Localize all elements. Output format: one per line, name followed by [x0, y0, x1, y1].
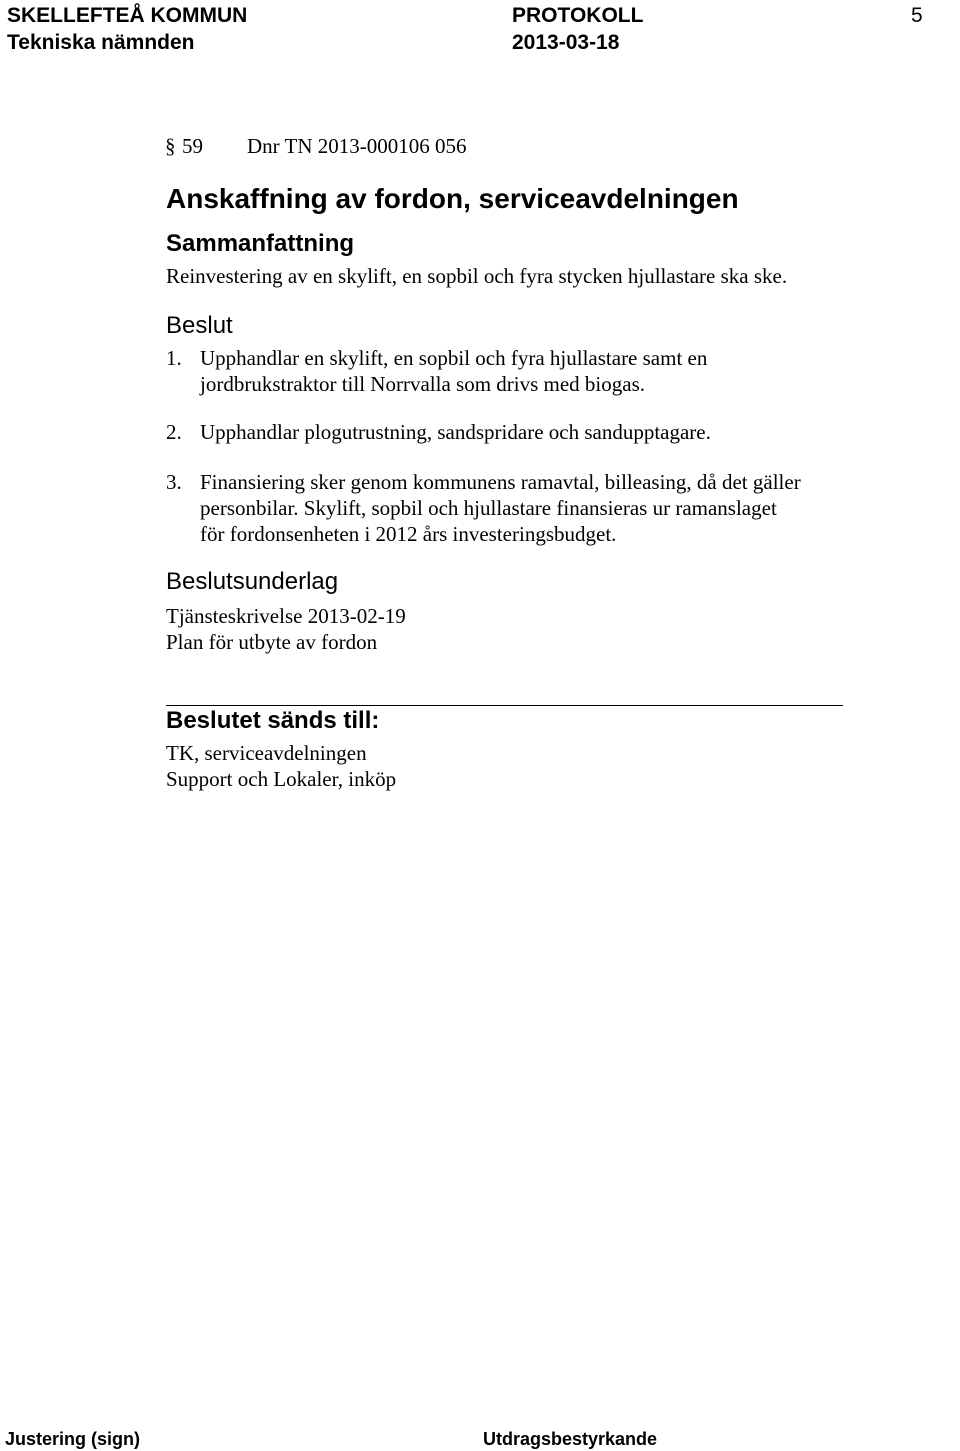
decision-item-line: personbilar. Skylift, sopbil och hjullastare finansieras ur ramanslaget [200, 496, 777, 520]
distribution-recipient: TK, serviceavdelningen [166, 741, 367, 765]
committee-name: Tekniska nämnden [7, 31, 195, 54]
decision-heading: Beslut [166, 312, 233, 339]
paragraph-symbol: § [165, 134, 176, 158]
decision-item-line: för fordonsenheten i 2012 års investeringsbudget. [200, 522, 617, 546]
diary-number: Dnr TN 2013-000106 056 [247, 134, 467, 158]
page-title: Anskaffning av fordon, serviceavdelningen [166, 183, 739, 214]
decision-item-line: Upphandlar en skylift, en sopbil och fyra hjullastare samt en [200, 346, 708, 370]
decision-item-line: Upphandlar plogutrustning, sandspridare och sandupptagare. [200, 420, 711, 444]
basis-item: Tjänsteskrivelse 2013-02-19 [166, 604, 406, 628]
summary-text: Reinvestering av en skylift, en sopbil och fyra stycken hjullastare ska ske. [166, 264, 788, 288]
decision-item-number: 2. [166, 420, 182, 444]
basis-heading: Beslutsunderlag [166, 568, 339, 595]
basis-item: Plan för utbyte av fordon [166, 630, 378, 654]
page-number: 5 [911, 4, 923, 27]
summary-heading: Sammanfattning [166, 230, 355, 257]
paragraph-number: 59 [182, 134, 203, 158]
distribution-heading: Beslutet sänds till: [166, 707, 380, 734]
decision-item-number: 1. [166, 346, 182, 370]
organization-name: SKELLEFTEÅ KOMMUN [7, 4, 248, 27]
document-type: PROTOKOLL [512, 4, 644, 27]
decision-item-number: 3. [166, 470, 182, 494]
decision-item-line: Finansiering sker genom kommunens ramavtal, billeasing, då det gäller [200, 470, 801, 494]
footer-justering: Justering (sign) [5, 1429, 141, 1449]
distribution-recipient: Support och Lokaler, inköp [166, 767, 397, 791]
decision-item-line: jordbrukstraktor till Norrvalla som drivs med biogas. [200, 372, 646, 396]
footer-utdragsbestyrkande: Utdragsbestyrkande [483, 1429, 658, 1449]
meeting-date: 2013-03-18 [512, 31, 620, 54]
